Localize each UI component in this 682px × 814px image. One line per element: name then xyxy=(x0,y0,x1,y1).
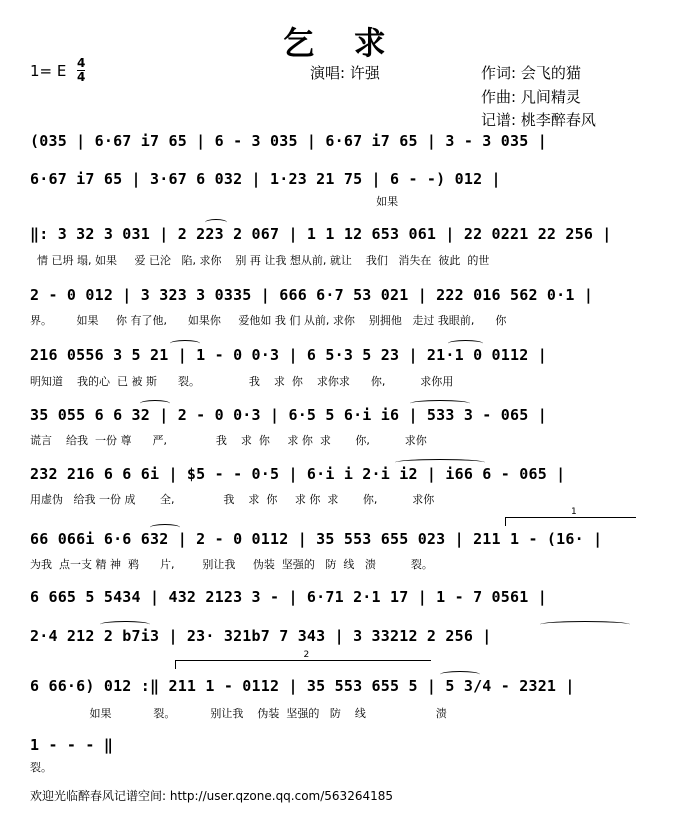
score-line-8-notes: 66 066i 6·6 632 | 2 - 0 0112 | 35 553 655 023 | 211 1 - (16· | xyxy=(30,530,603,548)
score-line-4-lyrics: 界。 如果 你 有了他, 如果你 爱他如 我 们 从前, 求你 别拥他 走过 我眼前, 你 xyxy=(30,314,507,327)
score-line-2-notes: 6·67 i7 65 | 3·67 6 032 | 1·23 21 75 | 6 - -) 012 | xyxy=(30,170,501,188)
volta-1: 1 xyxy=(505,517,636,526)
slur-mark xyxy=(540,621,630,628)
score-line-4-notes: 2 - 0 012 | 3 323 3 0335 | 666 6·7 53 021 | 222 016 562 0·1 | xyxy=(30,286,594,304)
footer-link-text: 欢迎光临醉春风记谱空间: http://user.qzone.qq.com/563264185 xyxy=(30,789,394,803)
slur-mark xyxy=(205,219,227,226)
score-line-11-notes: 6 66·6) 012 :‖ 211 1 - 0112 | 35 553 655 5 | 5 3/4 - 2321 | xyxy=(30,677,575,695)
score-line-6-lyrics: 谎言 给我 一份 尊 严, 我 求 你 求 你 求 你, 求你 xyxy=(30,434,427,447)
time-signature-bottom: 4 xyxy=(77,70,86,84)
slur-mark xyxy=(140,400,170,407)
score-line-12-lyrics: 裂。 xyxy=(30,761,52,774)
volta-2: 2 xyxy=(175,660,431,669)
composer-credit: 作曲: 凡间精灵 xyxy=(481,88,581,106)
transcriber-credit: 记谱: 桃李醉春风 xyxy=(481,111,596,129)
slur-mark xyxy=(100,621,150,628)
time-signature xyxy=(77,58,85,83)
score-line-3-lyrics: 情 已坍 塌, 如果 爱 已沦 陷, 求你 别 再 让我 想从前, 就让 我们 消失在 彼此 的世 xyxy=(30,254,490,267)
score-line-5-notes: 216 0556 3 5 21 | 1 - 0 0·3 | 6 5·3 5 23 | 21·1 0 0112 | xyxy=(30,346,547,364)
score-line-6-notes: 35 055 6 6 32 | 2 - 0 0·3 | 6·5 5 6·i i6 | 533 3 - 065 | xyxy=(30,406,547,424)
slur-mark xyxy=(448,340,483,347)
slur-mark xyxy=(395,459,485,466)
score-line-7-notes: 232 216 6 6 6i | $5 - - 0·5 | 6·i i 2·i i2 | i66 6 - 065 | xyxy=(30,465,566,483)
lyricist-credit: 作词: 会飞的猫 xyxy=(481,64,581,82)
score-line-8-lyrics: 为我 点一支 精 神 鸦 片, 别让我 伪装 坚强的 防 线 溃 裂。 xyxy=(30,558,433,571)
slur-mark xyxy=(410,400,470,407)
score-line-5-lyrics: 明知道 我的心 已 被 斯 裂。 我 求 你 求你求 你, 求你用 xyxy=(30,375,454,388)
score-line-3-notes: ‖: 3 32 3 031 | 2 223 2 067 | 1 1 12 653 061 | 22 0221 22 256 | xyxy=(30,225,612,243)
score-line-7-lyrics: 用虚伪 给我 一份 成 全, 我 求 你 求 你 求 你, 求你 xyxy=(30,493,435,506)
singer-credit: 演唱: 许强 xyxy=(310,64,380,82)
score-line-11-lyrics: 如果 裂。 别让我 伪装 坚强的 防 线 溃 xyxy=(30,707,447,720)
score-line-2-lyrics: 如果 xyxy=(30,195,399,208)
score-line-1-notes: (035 | 6·67 i7 65 | 6 - 3 035 | 6·67 i7 65 | 3 - 3 035 | xyxy=(30,132,547,150)
key-signature: 1= E xyxy=(30,62,67,80)
slur-mark xyxy=(170,340,200,347)
slur-mark xyxy=(150,524,180,531)
time-signature-top: 4 xyxy=(77,56,86,70)
song-title: 乞 求 xyxy=(282,24,400,62)
score-line-12-notes: 1 - - - ‖ xyxy=(30,736,114,754)
score-line-10-notes: 2·4 212 2 b7i3 | 23· 321b7 7 343 | 3 33212 2 256 | xyxy=(30,627,492,645)
score-line-9-notes: 6 665 5 5434 | 432 2123 3 - | 6·71 2·1 17 | 1 - 7 0561 | xyxy=(30,588,547,606)
slur-mark xyxy=(440,671,480,678)
